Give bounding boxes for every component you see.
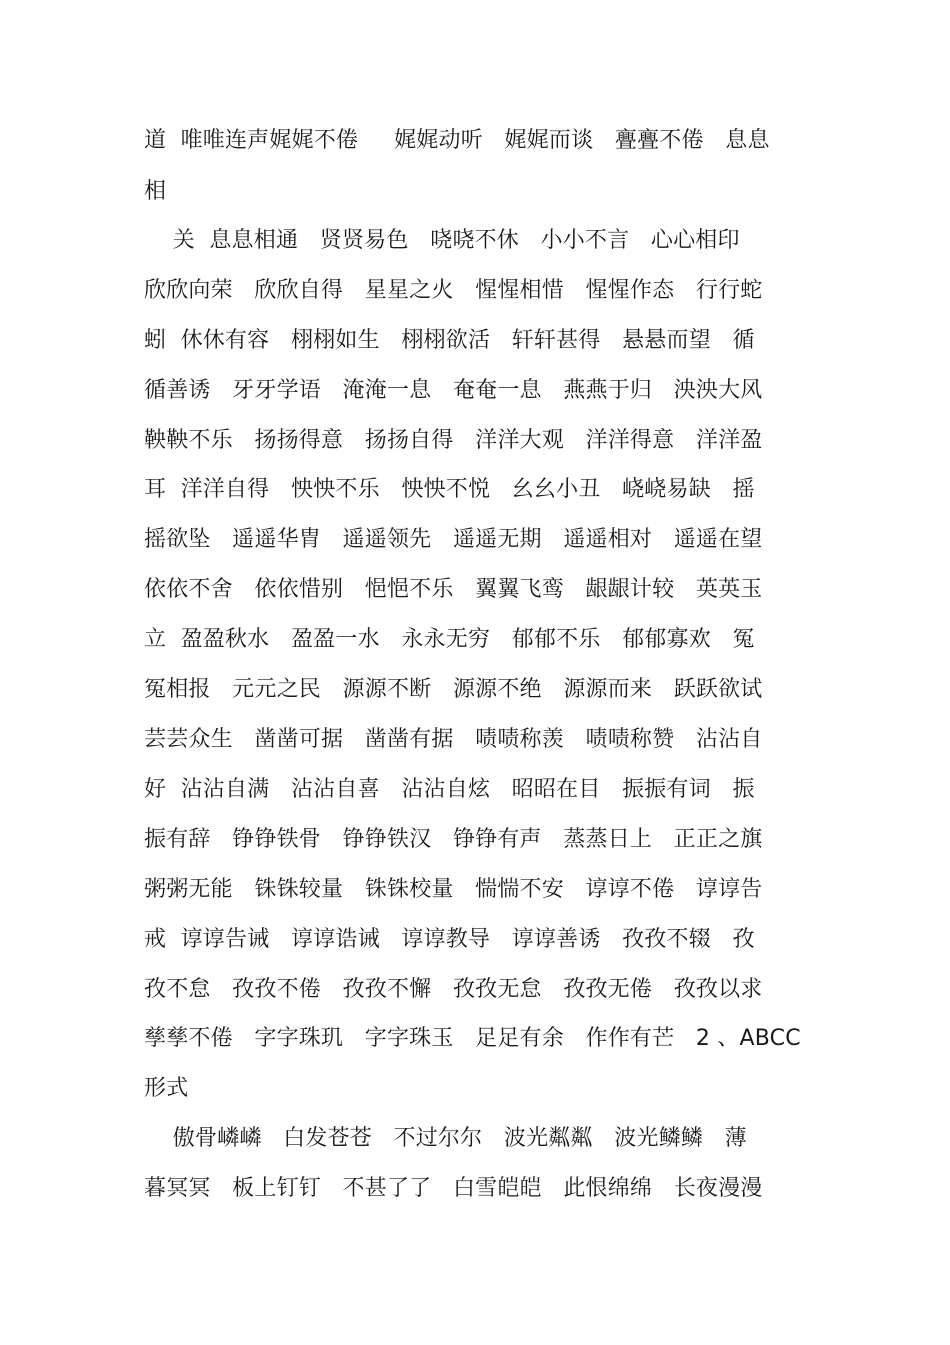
- text-line: 孜不怠 孜孜不倦 孜孜不懈 孜孜无怠 孜孜无倦 孜孜以求: [144, 977, 763, 1002]
- text-line: 戒 谆谆告诫 谆谆诰诫 谆谆教导 谆谆善诱 孜孜不辍 孜: [144, 927, 755, 952]
- text-line: 振有辞 铮铮铁骨 铮铮铁汉 铮铮有声 蒸蒸日上 正正之旗: [144, 827, 763, 852]
- text-line: 关 息息相通 贤贤易色 哓哓不休 小小不言 心心相印: [144, 228, 740, 253]
- text-line: 好 沾沾自满 沾沾自喜 沾沾自炫 昭昭在目 振振有词 振: [144, 777, 755, 802]
- text-line: 耳 洋洋自得 怏怏不乐 怏怏不悦 幺幺小丑 峣峣易缺 摇: [144, 477, 755, 502]
- text-line: 暮冥冥 板上钉钉 不甚了了 白雪皑皑 此恨绵绵 长夜漫漫: [144, 1176, 763, 1201]
- text-line: 形式: [144, 1076, 189, 1101]
- text-line: 冤相报 元元之民 源源不断 源源不绝 源源而来 跃跃欲试: [144, 677, 763, 702]
- text-line: 孳孳不倦 字字珠玑 字字珠玉 足足有余 作作有芒 2 、ABCC: [144, 1026, 801, 1051]
- text-line: 傲骨嶙嶙 白发苍苍 不过尔尔 波光粼粼 波光鳞鳞 薄: [144, 1126, 747, 1151]
- text-line: 相: [144, 179, 167, 204]
- text-line: 循善诱 牙牙学语 淹淹一息 奄奄一息 燕燕于归 泱泱大风: [144, 378, 763, 403]
- text-line: 欣欣向荣 欣欣自得 星星之火 惺惺相惜 惺惺作态 行行蛇: [144, 278, 763, 303]
- text-line: 立 盈盈秋水 盈盈一水 永永无穷 郁郁不乐 郁郁寡欢 冤: [144, 627, 755, 652]
- text-line: 鞅鞅不乐 扬扬得意 扬扬自得 洋洋大观 洋洋得意 洋洋盈: [144, 428, 763, 453]
- text-line: 摇欲坠 遥遥华胄 遥遥领先 遥遥无期 遥遥相对 遥遥在望: [144, 527, 763, 552]
- text-line: 粥粥无能 铢铢较量 铢铢校量 惴惴不安 谆谆不倦 谆谆告: [144, 877, 763, 902]
- text-line: 道 唯唯连声娓娓不倦 娓娓动听 娓娓而谈 亹亹不倦 息息: [144, 128, 770, 153]
- text-line: 芸芸众生 凿凿可据 凿凿有据 啧啧称羡 啧啧称赞 沾沾自: [144, 727, 763, 752]
- text-line: 蚓 休休有容 栩栩如生 栩栩欲活 轩轩甚得 悬悬而望 循: [144, 328, 755, 353]
- text-line: 依依不舍 依依惜别 悒悒不乐 翼翼飞鸾 龈龈计较 英英玉: [144, 577, 763, 602]
